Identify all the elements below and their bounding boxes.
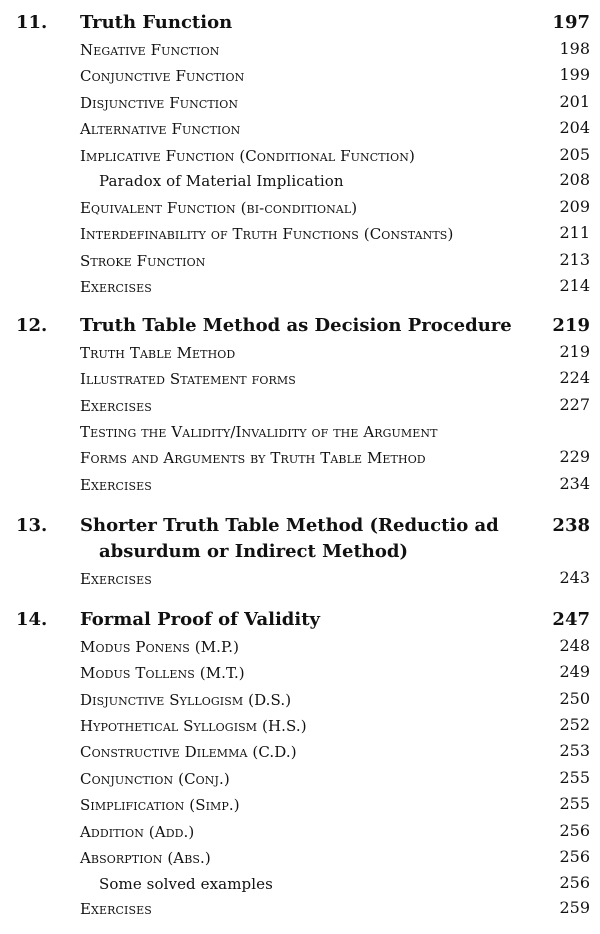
chapter-page: 238 <box>552 515 590 536</box>
entry-page: 205 <box>559 145 590 164</box>
entry-page: 250 <box>559 689 590 708</box>
chapter-title-line2: absurdum or Indirect Method) <box>99 541 408 562</box>
entry-label: Modus Tollens (M.T.) <box>80 664 245 682</box>
toc-entry <box>0 662 600 688</box>
toc-subentry <box>0 873 600 899</box>
chapter-page: 247 <box>552 609 590 630</box>
entry-label: Constructive Dilemma (C.D.) <box>80 743 297 761</box>
toc-entry <box>0 715 600 741</box>
entry-page: 227 <box>559 395 590 414</box>
entry-page: 208 <box>559 170 590 189</box>
toc-entry <box>0 342 600 368</box>
entry-page: 259 <box>559 898 590 917</box>
entry-label: Truth Table Method <box>80 344 236 362</box>
entry-label: Equivalent Function (bi-conditional) <box>80 199 358 217</box>
entry-page: 255 <box>559 794 590 813</box>
entry-page: 199 <box>559 65 590 84</box>
entry-page: 243 <box>559 568 590 587</box>
chapter-heading <box>0 515 600 541</box>
toc-entry <box>0 474 600 500</box>
entry-page: 253 <box>559 741 590 760</box>
toc-entry <box>0 276 600 302</box>
chapter-heading <box>0 12 600 38</box>
entry-label: Simplification (Simp.) <box>80 796 240 814</box>
entry-label: Exercises <box>80 900 152 918</box>
entry-label: Exercises <box>80 397 152 415</box>
entry-label: Interdefinability of Truth Functions (Constants) <box>80 225 454 243</box>
toc-entry <box>0 794 600 820</box>
toc-entry <box>0 65 600 91</box>
entry-page: 204 <box>559 118 590 137</box>
entry-page: 255 <box>559 768 590 787</box>
entry-page: 214 <box>559 276 590 295</box>
chapter-number: 13. <box>16 515 48 536</box>
entry-label: Implicative Function (Conditional Function) <box>80 147 415 165</box>
toc-entry <box>0 689 600 715</box>
entry-label: Negative Function <box>80 41 220 59</box>
chapter-page: 197 <box>552 12 590 33</box>
entry-label: Exercises <box>80 278 152 296</box>
entry-label: Some solved examples <box>99 875 273 893</box>
chapter-title: Truth Table Method as Decision Procedure <box>80 315 512 336</box>
entry-label: Conjunction (Conj.) <box>80 770 230 788</box>
chapter-number: 11. <box>16 12 48 33</box>
entry-page: 213 <box>559 250 590 269</box>
entry-page: 219 <box>559 342 590 361</box>
entry-label: Illustrated Statement forms <box>80 370 296 388</box>
entry-label: Stroke Function <box>80 252 206 270</box>
entry-page: 256 <box>559 821 590 840</box>
entry-label: Exercises <box>80 476 152 494</box>
entry-page: 201 <box>559 92 590 111</box>
chapter-title: Truth Function <box>80 12 233 33</box>
chapter-heading <box>0 315 600 341</box>
entry-label: Forms and Arguments by Truth Table Method <box>80 449 426 467</box>
toc-entry <box>0 741 600 767</box>
chapter-title: Formal Proof of Validity <box>80 609 321 630</box>
toc-entry <box>0 223 600 249</box>
toc-entry <box>0 145 600 171</box>
chapter-heading-continued <box>0 541 600 567</box>
entry-label: Addition (Add.) <box>80 823 195 841</box>
chapter-number: 12. <box>16 315 48 336</box>
toc-entry <box>0 568 600 594</box>
toc-entry <box>0 92 600 118</box>
toc-entry <box>0 447 600 473</box>
chapter-heading <box>0 609 600 635</box>
entry-label: Conjunctive Function <box>80 67 245 85</box>
toc-entry <box>0 39 600 65</box>
toc-entry <box>0 250 600 276</box>
entry-label: Modus Ponens (M.P.) <box>80 638 240 656</box>
toc-entry <box>0 197 600 223</box>
entry-label: Paradox of Material Implication <box>99 172 344 190</box>
entry-page: 224 <box>559 368 590 387</box>
entry-page: 249 <box>559 662 590 681</box>
entry-label: Exercises <box>80 570 152 588</box>
entry-page: 209 <box>559 197 590 216</box>
entry-page: 256 <box>559 873 590 892</box>
entry-page: 248 <box>559 636 590 655</box>
entry-label: Testing the Validity/Invalidity of the Argument <box>80 423 438 441</box>
chapter-page: 219 <box>552 315 590 336</box>
entry-page: 252 <box>559 715 590 734</box>
entry-label: Absorption (Abs.) <box>80 849 211 867</box>
entry-page: 198 <box>559 39 590 58</box>
toc-entry <box>0 821 600 847</box>
toc-subentry <box>0 170 600 196</box>
entry-label: Disjunctive Function <box>80 94 239 112</box>
entry-page: 256 <box>559 847 590 866</box>
chapter-number: 14. <box>16 609 48 630</box>
toc-entry <box>0 395 600 421</box>
entry-page: 211 <box>559 223 590 242</box>
toc-entry <box>0 118 600 144</box>
entry-label: Hypothetical Syllogism (H.S.) <box>80 717 307 735</box>
chapter-title: Shorter Truth Table Method (Reductio ad <box>80 515 499 536</box>
toc-entry <box>0 847 600 873</box>
toc-entry <box>0 421 600 447</box>
entry-label: Disjunctive Syllogism (D.S.) <box>80 691 292 709</box>
toc-entry <box>0 768 600 794</box>
toc-entry <box>0 368 600 394</box>
entry-page: 229 <box>559 447 590 466</box>
toc-entry <box>0 898 600 924</box>
toc-entry <box>0 636 600 662</box>
entry-label: Alternative Function <box>80 120 241 138</box>
entry-page: 234 <box>559 474 590 493</box>
